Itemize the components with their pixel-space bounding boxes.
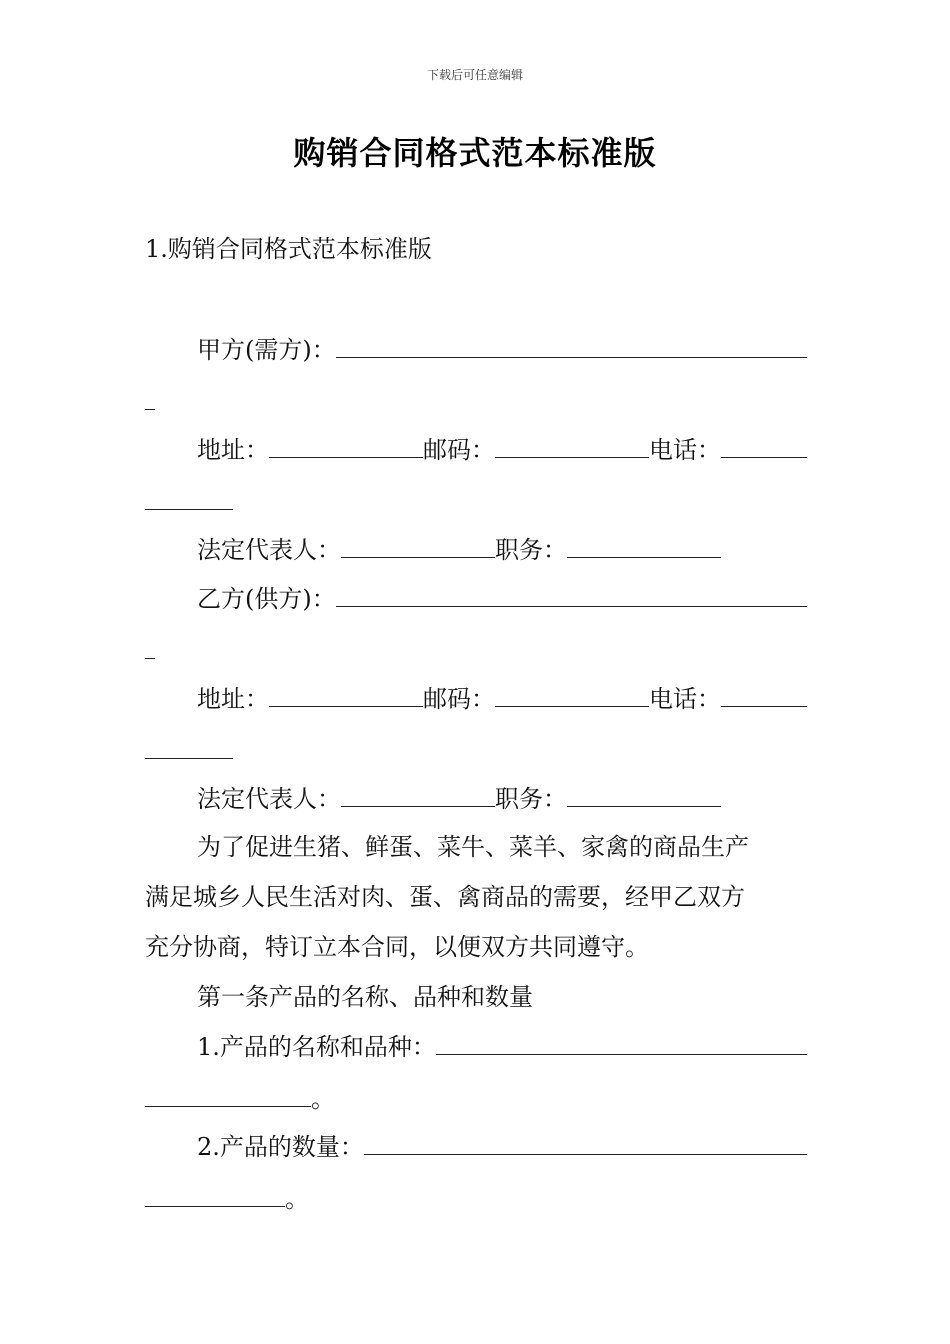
party-a-continuation — [145, 385, 807, 419]
party-a-phone-continuation — [145, 485, 807, 519]
party-a-postcode-field[interactable] — [495, 435, 649, 458]
party-a-address-label: 地址： — [197, 436, 269, 464]
party-b-rep-field[interactable] — [341, 784, 495, 807]
party-b-name-field-cont[interactable] — [145, 636, 155, 659]
party-a-phone-field-cont[interactable] — [145, 487, 233, 510]
party-b-postcode-label: 邮码： — [423, 685, 495, 713]
party-a-position-field[interactable] — [567, 535, 721, 558]
party-b-continuation — [145, 634, 807, 668]
party-a-line — [145, 333, 807, 367]
party-b-phone-field[interactable] — [721, 684, 807, 707]
party-b-phone-field-cont[interactable] — [145, 736, 233, 759]
party-a-name-field-cont[interactable] — [145, 387, 155, 410]
item-1-line — [145, 1030, 807, 1064]
party-b-position-label: 职务： — [495, 785, 567, 813]
party-b-address-line — [145, 682, 807, 716]
party-b-line — [145, 582, 807, 616]
document-title: 购销合同格式范本标准版 — [293, 134, 657, 172]
party-a-position-label: 职务： — [495, 536, 567, 564]
party-a-rep-line — [145, 533, 807, 567]
article-1-heading: 第一条产品的名称、品种和数量 — [197, 983, 533, 1011]
party-a-rep-field[interactable] — [341, 535, 495, 558]
item-1-field-cont[interactable] — [145, 1084, 311, 1107]
party-b-position-field[interactable] — [567, 784, 721, 807]
party-b-address-label: 地址： — [197, 685, 269, 713]
section-heading — [145, 232, 807, 266]
section-heading-text: 1.购销合同格式范本标准版 — [145, 235, 432, 263]
header-note: 下载后可任意编辑 — [426, 68, 523, 82]
party-a-postcode-label: 邮码： — [423, 436, 495, 464]
party-b-label: 乙方(供方)： — [197, 585, 336, 613]
item-1-continuation — [145, 1082, 807, 1116]
party-b-phone-label: 电话： — [649, 685, 721, 713]
party-b-address-field[interactable] — [269, 684, 423, 707]
preamble-line-2: 满足城乡人民生活对肉、蛋、禽商品的需要，经甲乙双方 — [145, 883, 745, 911]
item-2-label: 2.产品的数量： — [197, 1133, 364, 1161]
item-2-line — [145, 1130, 807, 1164]
party-a-address-line — [145, 433, 807, 467]
preamble-line-1: 为了促进生猪、鲜蛋、菜牛、菜羊、家禽的商品生产 — [197, 833, 749, 861]
party-a-label: 甲方(需方)： — [197, 336, 336, 364]
item-1-label: 1.产品的名称和品种： — [197, 1033, 436, 1061]
party-b-rep-label: 法定代表人： — [197, 785, 341, 813]
item-1-end: 。 — [311, 1085, 335, 1113]
party-a-phone-field[interactable] — [721, 435, 807, 458]
preamble-line-3: 充分协商，特订立本合同，以便双方共同遵守。 — [145, 933, 649, 961]
item-2-end: 。 — [285, 1185, 309, 1213]
party-a-rep-label: 法定代表人： — [197, 536, 341, 564]
item-1-field[interactable] — [436, 1032, 807, 1055]
party-a-name-field[interactable] — [336, 335, 807, 358]
item-2-field-cont[interactable] — [145, 1184, 285, 1207]
party-a-address-field[interactable] — [269, 435, 423, 458]
party-a-phone-label: 电话： — [649, 436, 721, 464]
party-b-name-field[interactable] — [336, 584, 807, 607]
party-b-rep-line — [145, 782, 807, 816]
party-b-phone-continuation — [145, 734, 807, 768]
party-b-postcode-field[interactable] — [495, 684, 649, 707]
item-2-field[interactable] — [364, 1132, 807, 1155]
item-2-continuation — [145, 1182, 807, 1216]
